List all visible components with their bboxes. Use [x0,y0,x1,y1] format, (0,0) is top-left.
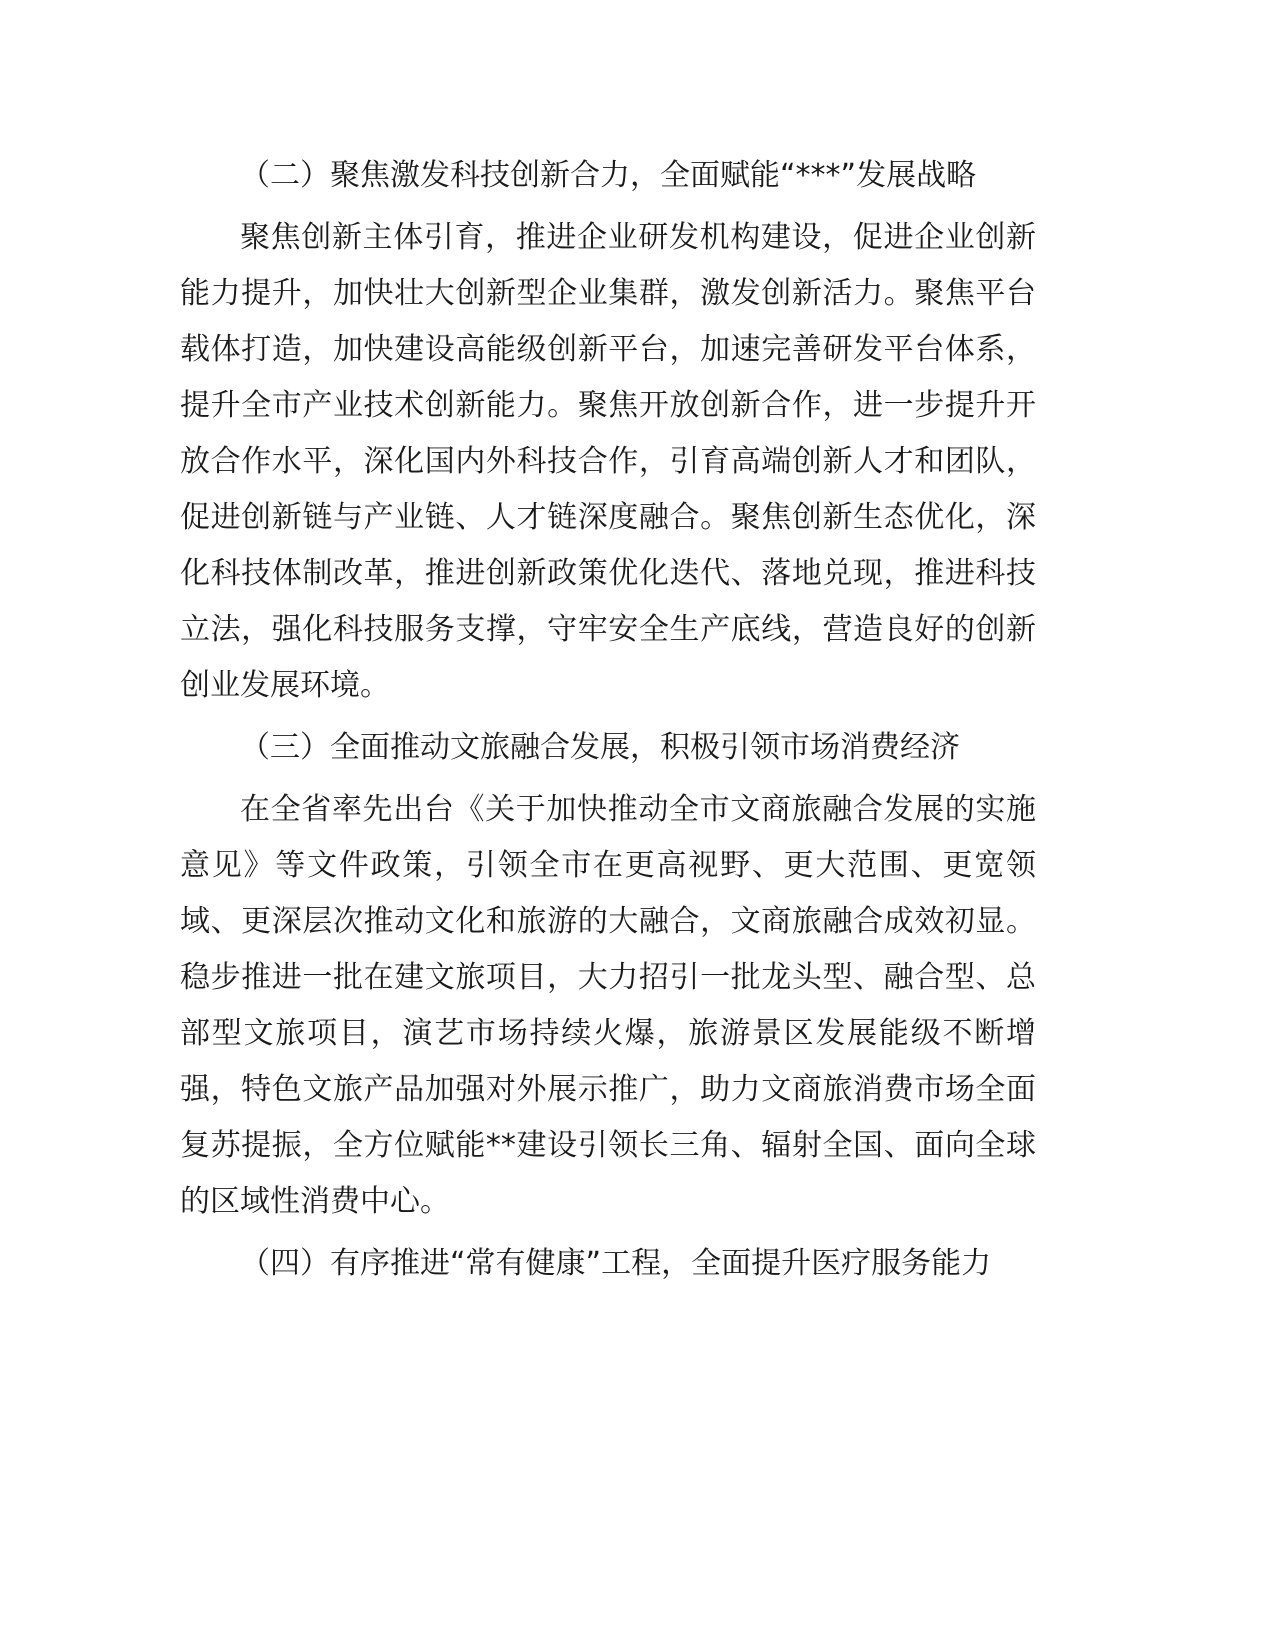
section-paragraph-2: 聚焦创新主体引育，推进企业研发机构建设，促进企业创新能力提升，加快壮大创新型企业集群，激发创新活力。聚焦平台载体打造，加快建设高能级创新平台，加速完善研发平台体系，提升全市产业技术创新能力。聚焦开放创新合作，进一步提升开放合作水平，深化国内外科技合作，引育高端创新人才和团队，促进创新链与产业链、人才链深度融合。聚焦创新生态优化，深化科技体制改革，推进创新政策优化迭代、落地兑现，推进科技立法，强化科技服务支撑，守牢安全生产底线，营造良好的创新创业发展环境。 [180,220,1036,703]
section-heading-4: （四）有序推进“常有健康”工程，全面提升医疗服务能力 [240,1246,992,1281]
document-body [180,148,1036,1298]
section-heading-2: （二）聚焦激发科技创新合力，全面赋能“***”发展战略 [240,158,977,193]
section-paragraph-3: 在全省率先出台《关于加快推动全市文商旅融合发展的实施意见》等文件政策，引领全市在更高视野、更大范围、更宽领域、更深层次推动文化和旅游的大融合，文商旅融合成效初显。稳步推进一批在建文旅项目，大力招引一批龙头型、融合型、总部型文旅项目，演艺市场持续火爆，旅游景区发展能级不断增强，特色文旅产品加强对外展示推广，助力文商旅消费市场全面复苏提振，全方位赋能**建设引领长三角、辐射全国、面向全球的区域性消费中心。 [180,792,1036,1219]
section-heading-3: （三）全面推动文旅融合发展，积极引领市场消费经济 [240,730,960,765]
